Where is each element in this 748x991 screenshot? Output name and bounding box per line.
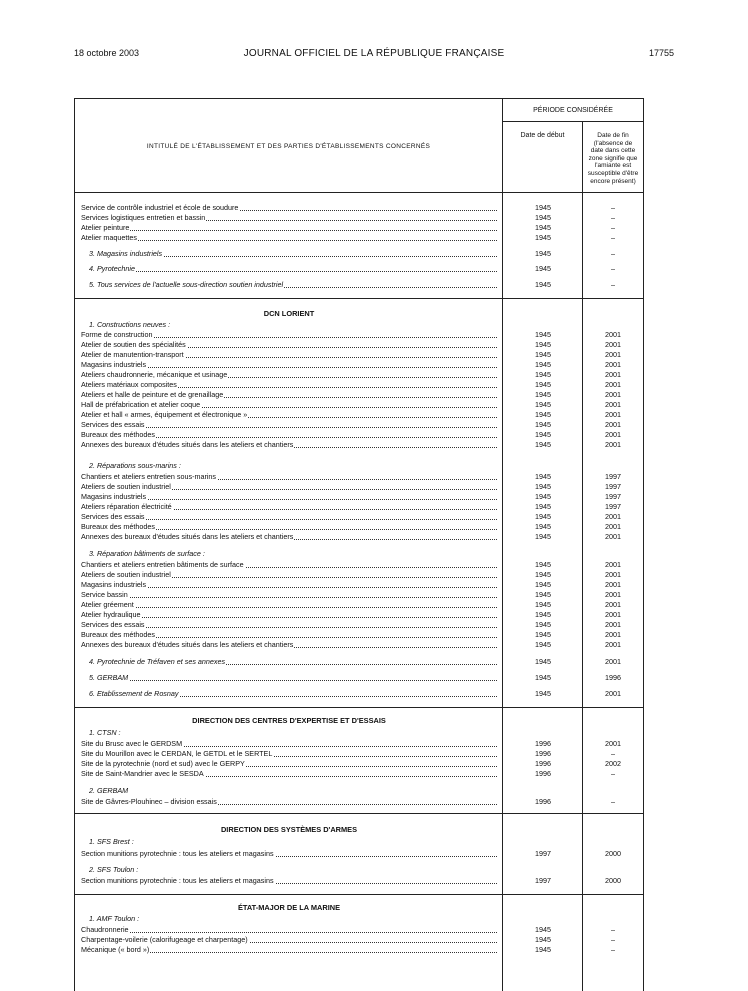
row-label: [81, 610, 497, 620]
end-date: 1997: [605, 472, 621, 481]
row-label-text: 5. Tous services de l'actuelle sous-direction soutien industriel: [89, 280, 284, 289]
end-date: –: [611, 797, 615, 806]
row-label: [81, 440, 497, 450]
start-date: 1945: [535, 264, 551, 273]
start-date: 1945: [535, 945, 551, 954]
end-date: 1997: [605, 482, 621, 491]
row-label: [81, 620, 497, 630]
row-label: [81, 380, 497, 390]
row-label-text: Atelier maquettes: [81, 233, 137, 242]
table-row: [75, 380, 643, 390]
table-row: [75, 249, 643, 259]
end-date: 2001: [605, 410, 621, 419]
row-label: [81, 420, 497, 430]
row-label-text: Mécanique (« bord »): [81, 945, 150, 954]
end-date: –: [611, 233, 615, 242]
table-row: [75, 620, 643, 630]
end-date: –: [611, 223, 615, 232]
table-row: [75, 223, 643, 233]
row-label-text: Magasins industriels: [81, 360, 147, 369]
start-date: 1945: [535, 380, 551, 389]
subheading-ctsn: 1. CTSN :: [89, 728, 121, 737]
end-date: 2001: [605, 430, 621, 439]
table-row: [75, 472, 643, 482]
start-date: 1945: [535, 430, 551, 439]
period-rule: [503, 121, 643, 122]
table-row: [75, 610, 643, 620]
start-date: 1945: [535, 249, 551, 258]
end-date: 2000: [605, 849, 621, 858]
row-label: [81, 330, 497, 340]
dot-leader: [89, 271, 497, 272]
row-label: [81, 590, 497, 600]
row-label: [81, 492, 497, 502]
start-date: 1996: [535, 759, 551, 768]
row-label-text: Chantiers et ateliers entretien sous-marins: [81, 472, 217, 481]
row-label-text: Site de Saint-Mandrier avec le SESDA: [81, 769, 204, 778]
table-row: [75, 430, 643, 440]
start-date: 1945: [535, 620, 551, 629]
row-label-text: Annexes des bureaux d'études situés dans les ateliers et chantiers: [81, 640, 294, 649]
row-label-text: Annexes des bureaux d'études situés dans les ateliers et chantiers: [81, 532, 294, 541]
table-row: [75, 797, 643, 807]
end-date: 2001: [605, 400, 621, 409]
end-date: –: [611, 249, 615, 258]
start-date: 1945: [535, 689, 551, 698]
row-label-text: Site de la pyrotechnie (nord et sud) avec le GERPY: [81, 759, 245, 768]
section-rule-dcee: [75, 707, 643, 708]
subheading-sfs-toulon: 2. SFS Toulon :: [89, 865, 139, 874]
table-row: [75, 640, 643, 650]
start-date: 1945: [535, 560, 551, 569]
table-row: [75, 350, 643, 360]
table-row: [75, 945, 643, 955]
row-label: [89, 249, 497, 259]
end-date: –: [611, 925, 615, 934]
row-label: [89, 264, 497, 274]
header-rule: [75, 192, 643, 193]
table-row: [75, 440, 643, 450]
end-date: 2001: [605, 522, 621, 531]
start-date: 1945: [535, 203, 551, 212]
subheading-constructions: 1. Constructions neuves :: [89, 320, 171, 329]
row-label: [81, 213, 497, 223]
table-row: [75, 590, 643, 600]
table-row: [75, 233, 643, 243]
table-row: [75, 673, 643, 683]
end-date: 1996: [605, 673, 621, 682]
row-label: [81, 400, 497, 410]
start-date: 1945: [535, 502, 551, 511]
end-date: –: [611, 945, 615, 954]
row-label: [81, 600, 497, 610]
row-label-text: 3. Magasins industriels: [89, 249, 163, 258]
end-date: –: [611, 213, 615, 222]
table-row: [75, 360, 643, 370]
row-label-text: Ateliers matériaux composites: [81, 380, 177, 389]
subheading-reparation-surface: 3. Réparation bâtiments de surface :: [89, 549, 205, 558]
table-row: [75, 580, 643, 590]
row-label: [81, 876, 497, 886]
subheading-gerbam: 2. GERBAM: [89, 786, 129, 795]
row-label-text: Atelier de soutien des spécialités: [81, 340, 186, 349]
table-row: [75, 925, 643, 935]
row-label-text: Charpentage-voilerie (calorifugeage et charpentage): [81, 935, 248, 944]
row-label-text: Section munitions pyrotechnie : tous les ateliers et magasins: [81, 849, 274, 858]
start-date: 1945: [535, 330, 551, 339]
dot-leader: [81, 597, 497, 598]
end-date: –: [611, 749, 615, 758]
row-label-text: Services des essais: [81, 512, 145, 521]
dot-leader: [81, 240, 497, 241]
section-title-lorient: DCN LORIENT: [263, 309, 315, 318]
table-row: [75, 213, 643, 223]
end-date: 2001: [605, 570, 621, 579]
row-label: [81, 502, 497, 512]
row-label: [81, 925, 497, 935]
start-date: 1996: [535, 739, 551, 748]
row-label: [81, 759, 497, 769]
start-date: 1945: [535, 630, 551, 639]
row-label-text: Ateliers et halle de peinture et de grenaillage: [81, 390, 224, 399]
end-date: –: [611, 203, 615, 212]
end-date: 2001: [605, 532, 621, 541]
start-date: 1945: [535, 640, 551, 649]
end-date: 1997: [605, 502, 621, 511]
end-date: –: [611, 769, 615, 778]
row-label-text: Atelier gréement: [81, 600, 134, 609]
section-title-dcee: DIRECTION DES CENTRES D'EXPERTISE ET D'ESSAIS: [192, 716, 386, 725]
start-date: 1996: [535, 797, 551, 806]
table-row: [75, 600, 643, 610]
table-row: [75, 420, 643, 430]
row-label-text: Ateliers de soutien industriel: [81, 570, 171, 579]
start-date: 1945: [535, 420, 551, 429]
row-label-text: Ateliers de soutien industriel: [81, 482, 171, 491]
end-date: –: [611, 264, 615, 273]
section-rule-dsa: [75, 813, 643, 814]
end-date: 2001: [605, 600, 621, 609]
row-label-text: Ateliers réparation électricité: [81, 502, 172, 511]
table-row: [75, 390, 643, 400]
table-row: [75, 203, 643, 213]
section-rule-lorient: [75, 298, 643, 299]
row-label: [81, 482, 497, 492]
row-label-text: 4. Pyrotechnie de Tréfaven et ses annexes: [89, 657, 226, 666]
start-date: 1945: [535, 657, 551, 666]
row-label: [81, 410, 497, 420]
row-label: [81, 630, 497, 640]
table-row: [75, 502, 643, 512]
establishments-table: [74, 98, 644, 991]
journal-title: JOURNAL OFFICIEL DE LA RÉPUBLIQUE FRANÇAISE: [243, 48, 505, 59]
issue-date: 18 octobre 2003: [74, 48, 140, 58]
end-date: 2001: [605, 620, 621, 629]
table-row: [75, 370, 643, 380]
row-label-text: 6. Etablissement de Rosnay: [89, 689, 179, 698]
start-date: 1945: [535, 223, 551, 232]
row-label: [81, 769, 497, 779]
row-label: [81, 360, 497, 370]
row-label-text: Section munitions pyrotechnie : tous les ateliers et magasins: [81, 876, 274, 885]
end-date: 2002: [605, 759, 621, 768]
row-label: [81, 512, 497, 522]
page-header: [74, 48, 674, 62]
row-label: [89, 280, 497, 290]
row-label-text: Atelier et hall « armes, équipement et électronique »: [81, 410, 248, 419]
subheading-reparations-sm: 2. Réparations sous-marins :: [89, 461, 181, 470]
row-label: [81, 849, 497, 859]
start-date: 1945: [535, 925, 551, 934]
end-date: 2001: [605, 340, 621, 349]
table-row: [75, 849, 643, 859]
start-date: 1945: [535, 600, 551, 609]
table-row: [75, 280, 643, 290]
end-date: 2001: [605, 512, 621, 521]
row-label: [81, 203, 497, 213]
row-label-text: Service de contrôle industriel et école de soudure: [81, 203, 239, 212]
table-row: [75, 560, 643, 570]
row-label-text: Chaudronnerie: [81, 925, 129, 934]
start-date: 1996: [535, 749, 551, 758]
start-date: 1996: [535, 769, 551, 778]
subheading-amf-toulon: 1. AMF Toulon :: [89, 914, 140, 923]
table-row: [75, 522, 643, 532]
end-date: 2001: [605, 580, 621, 589]
row-label-text: Bureaux des méthodes: [81, 630, 155, 639]
start-date: 1945: [535, 512, 551, 521]
table-row: [75, 492, 643, 502]
table-row: [75, 630, 643, 640]
row-label: [81, 580, 497, 590]
end-date: 2001: [605, 390, 621, 399]
start-date: 1945: [535, 440, 551, 449]
end-date: 2001: [605, 657, 621, 666]
start-date: 1945: [535, 590, 551, 599]
end-date: 2001: [605, 590, 621, 599]
table-row: [75, 532, 643, 542]
row-label: [81, 340, 497, 350]
row-label: [81, 749, 497, 759]
end-date: 2001: [605, 440, 621, 449]
end-date: 2001: [605, 420, 621, 429]
start-date: 1945: [535, 492, 551, 501]
column-header-label: INTITULÉ DE L'ÉTABLISSEMENT ET DES PARTIES D'ÉTABLISSEMENTS CONCERNÉS: [146, 143, 431, 150]
start-date: 1945: [535, 233, 551, 242]
row-label: [81, 739, 497, 749]
end-date: –: [611, 935, 615, 944]
row-label-text: Bureaux des méthodes: [81, 430, 155, 439]
start-date: 1945: [535, 410, 551, 419]
table-row: [75, 482, 643, 492]
start-date: 1945: [535, 350, 551, 359]
start-date: 1945: [535, 935, 551, 944]
row-label: [81, 472, 497, 482]
row-label-text: Site de Gâvres-Plouhinec – division essais: [81, 797, 217, 806]
row-label-text: Magasins industriels: [81, 492, 147, 501]
start-date: 1945: [535, 532, 551, 541]
table-row: [75, 410, 643, 420]
row-label: [81, 233, 497, 243]
row-label-text: Services des essais: [81, 620, 145, 629]
start-date: 1945: [535, 390, 551, 399]
start-date: 1945: [535, 580, 551, 589]
row-label: [81, 223, 497, 233]
table-row: [75, 570, 643, 580]
row-label-text: Atelier hydraulique: [81, 610, 141, 619]
table-row: [75, 749, 643, 759]
row-label: [81, 640, 497, 650]
row-label-text: Annexes des bureaux d'études situés dans les ateliers et chantiers: [81, 440, 294, 449]
row-label-text: Forme de construction: [81, 330, 153, 339]
start-date: 1945: [535, 570, 551, 579]
table-row: [75, 330, 643, 340]
row-label: [81, 797, 497, 807]
end-date: 2001: [605, 560, 621, 569]
section-title-dsa: DIRECTION DES SYSTÈMES D'ARMES: [220, 825, 358, 834]
subheading-sfs-brest: 1. SFS Brest :: [89, 837, 134, 846]
end-date: 2001: [605, 370, 621, 379]
table-row: [75, 657, 643, 667]
column-header-start: Date de début: [520, 132, 565, 139]
end-date: 2001: [605, 610, 621, 619]
end-date: 2001: [605, 739, 621, 748]
row-label-text: 5. GERBAM: [89, 673, 129, 682]
row-label: [81, 522, 497, 532]
row-label-text: Service bassin: [81, 590, 128, 599]
row-label-text: Bureaux des méthodes: [81, 522, 155, 531]
row-label: [89, 689, 497, 699]
row-label-text: Site du Mourillon avec le CERDAN, le GETDL et le SERTEL: [81, 749, 273, 758]
row-label-text: Site du Brusc avec le GERDSM: [81, 739, 183, 748]
end-date: 2001: [605, 630, 621, 639]
page-number: 17755: [648, 48, 674, 58]
start-date: 1945: [535, 213, 551, 222]
column-header-period: PÉRIODE CONSIDÉRÉE: [533, 107, 613, 114]
row-label: [81, 370, 497, 380]
row-label-text: Ateliers chaudronnerie, mécanique et usinage: [81, 370, 228, 379]
row-label: [81, 945, 497, 955]
row-label-text: Services logistiques entretien et bassin: [81, 213, 206, 222]
start-date: 1945: [535, 610, 551, 619]
start-date: 1945: [535, 280, 551, 289]
table-row: [75, 935, 643, 945]
row-label: [89, 673, 497, 683]
end-date: 1997: [605, 492, 621, 501]
table-row: [75, 512, 643, 522]
table-row: [75, 264, 643, 274]
start-date: 1945: [535, 482, 551, 491]
start-date: 1945: [535, 522, 551, 531]
table-row: [75, 340, 643, 350]
row-label-text: Chantiers et ateliers entretien bâtiments de surface: [81, 560, 244, 569]
table-row: [75, 759, 643, 769]
row-label-text: Magasins industriels: [81, 580, 147, 589]
table-row: [75, 400, 643, 410]
table-row: [75, 769, 643, 779]
row-label: [81, 560, 497, 570]
start-date: 1945: [535, 370, 551, 379]
row-label: [89, 657, 497, 667]
section-title-emm: ÉTAT-MAJOR DE LA MARINE: [237, 903, 341, 912]
start-date: 1997: [535, 876, 551, 885]
dot-leader: [81, 617, 497, 618]
row-label: [81, 570, 497, 580]
row-label: [81, 390, 497, 400]
start-date: 1945: [535, 360, 551, 369]
end-date: 2001: [605, 360, 621, 369]
section-rule-emm: [75, 894, 643, 895]
dot-leader: [81, 607, 497, 608]
row-label: [81, 532, 497, 542]
column-header-end: Date de fin (l'absence de date dans cette zone signifie que l'amiante est susceptible d'être encore présent): [587, 132, 639, 185]
end-date: 2001: [605, 380, 621, 389]
dot-leader: [81, 932, 497, 933]
start-date: 1945: [535, 340, 551, 349]
row-label-text: Hall de préfabrication et atelier coque: [81, 400, 201, 409]
start-date: 1945: [535, 400, 551, 409]
row-label: [81, 350, 497, 360]
end-date: 2001: [605, 330, 621, 339]
row-label-text: 4. Pyrotechnie: [89, 264, 135, 273]
end-date: –: [611, 280, 615, 289]
end-date: 2001: [605, 640, 621, 649]
start-date: 1945: [535, 673, 551, 682]
row-label: [81, 935, 497, 945]
table-row: [75, 689, 643, 699]
dot-leader: [89, 680, 497, 681]
row-label: [81, 430, 497, 440]
start-date: 1945: [535, 472, 551, 481]
end-date: 2000: [605, 876, 621, 885]
start-date: 1997: [535, 849, 551, 858]
table-row: [75, 876, 643, 886]
dot-leader: [81, 230, 497, 231]
row-label-text: Atelier peinture: [81, 223, 130, 232]
row-label-text: Services des essais: [81, 420, 145, 429]
table-row: [75, 739, 643, 749]
end-date: 2001: [605, 689, 621, 698]
row-label-text: Atelier de manutention-transport: [81, 350, 184, 359]
end-date: 2001: [605, 350, 621, 359]
